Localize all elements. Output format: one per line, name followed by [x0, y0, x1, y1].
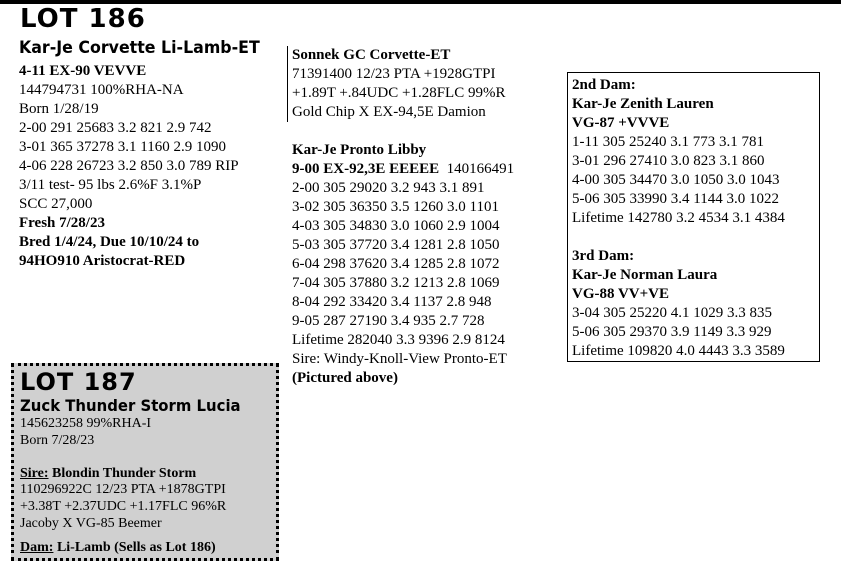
record-line: 9-05 287 27190 3.4 935 2.7 728 — [292, 313, 485, 329]
sire-line: +1.89T +.84UDC +1.28FLC 99%R — [292, 85, 506, 101]
born-date: Born 7/28/23 — [20, 432, 95, 448]
record-line: 4-06 228 26723 3.2 850 3.0 789 RIP — [19, 158, 239, 174]
lot-187-sire-name: Blondin Thunder Storm — [48, 465, 197, 481]
record-line: 2-00 305 29020 3.2 943 3.1 891 — [292, 180, 485, 196]
sire-name: Sonnek GC Corvette-ET — [292, 47, 451, 63]
record-line: 5-06 305 29370 3.9 1149 3.3 929 — [572, 324, 772, 340]
record-line: 4-03 305 34830 3.0 1060 2.9 1004 — [292, 218, 500, 234]
record-line: 5-06 305 33990 3.4 1144 3.0 1022 — [572, 191, 779, 207]
record-line: 4-00 305 34470 3.0 1050 3.0 1043 — [572, 172, 780, 188]
bred-to-line: 94HO910 Aristocrat-RED — [19, 253, 186, 269]
record-line: 7-04 305 37880 3.2 1213 2.8 1069 — [292, 275, 500, 291]
dams-box — [567, 72, 820, 362]
registration: 144794731 100%RHA-NA — [19, 82, 184, 98]
spacer — [292, 122, 514, 141]
lot-187-sire-line — [20, 466, 226, 483]
sire-line: Jacoby X VG-85 Beemer — [20, 515, 162, 531]
lot-187-title: LOT 187 — [20, 368, 137, 396]
pedigree-column — [292, 46, 514, 388]
record-line: 8-04 292 33420 3.4 1137 2.8 948 — [292, 294, 492, 310]
dam-registration: 140166491 — [446, 161, 515, 177]
lifetime-line: Lifetime 109820 4.0 4443 3.3 3589 — [572, 343, 785, 359]
third-dam-name: Kar-Je Norman Laura — [572, 267, 718, 283]
dam-label: Dam: — [20, 540, 54, 556]
record-line: 3-02 305 36350 3.5 1260 3.0 1101 — [292, 199, 499, 215]
second-dam-classification: VG-87 +VVVE — [572, 115, 670, 131]
sire-label: Sire: — [20, 465, 49, 481]
lot-187-box — [11, 363, 279, 561]
third-dam-classification: VG-88 VV+VE — [572, 286, 670, 302]
pictured-note: (Pictured above) — [292, 370, 398, 386]
sire-divider — [287, 46, 288, 122]
lot-187-dam-text: Li-Lamb (Sells as Lot 186) — [53, 540, 216, 556]
spacer — [20, 532, 226, 540]
second-dam-name: Kar-Je Zenith Lauren — [572, 96, 714, 112]
third-dam-heading: 3rd Dam: — [572, 248, 635, 264]
lot-187-details — [20, 416, 226, 557]
second-dam-heading: 2nd Dam: — [572, 77, 636, 93]
registration: 145623258 99%RHA-I — [20, 416, 152, 431]
scc-line: SCC 27,000 — [19, 196, 93, 212]
lifetime-line: Lifetime 282040 3.3 9396 2.9 8124 — [292, 332, 505, 348]
record-line: 3-04 305 25220 4.1 1029 3.3 835 — [572, 305, 772, 321]
record-line: 3-01 365 37278 3.1 1160 2.9 1090 — [19, 139, 226, 155]
record-line: 6-04 298 37620 3.4 1285 2.8 1072 — [292, 256, 500, 272]
spacer — [20, 449, 226, 466]
record-line: 2-00 291 25683 3.2 821 2.9 742 — [19, 120, 212, 136]
lot-186-animal-name: Kar-Je Corvette Li-Lamb-ET — [19, 38, 260, 58]
dam-classification-line — [292, 160, 514, 179]
lot-187-dam-line — [20, 540, 226, 557]
test-line: 3/11 test- 95 lbs 2.6%F 3.1%P — [19, 177, 202, 193]
spacer — [572, 228, 785, 247]
dam-sire-line: Sire: Windy-Knoll-View Pronto-ET — [292, 351, 507, 367]
dams-content — [572, 76, 785, 361]
record-line: 1-11 305 25240 3.1 773 3.1 781 — [572, 134, 764, 150]
dam-name: Kar-Je Pronto Libby — [292, 142, 427, 158]
record-line: 3-01 296 27410 3.0 823 3.1 860 — [572, 153, 765, 169]
born-date: Born 1/28/19 — [19, 101, 99, 117]
fresh-date: Fresh 7/28/23 — [19, 215, 105, 231]
lot-186-details — [19, 62, 239, 271]
sire-line: +3.38T +2.37UDC +1.17FLC 96%R — [20, 498, 227, 514]
lot-187-animal-name: Zuck Thunder Storm Lucia — [20, 396, 241, 415]
lot-186-title: LOT 186 — [20, 4, 146, 34]
sire-line: Gold Chip X EX-94,5E Damion — [292, 104, 486, 120]
bred-line: Bred 1/4/24, Due 10/10/24 to — [19, 234, 200, 250]
dam-classification: 9-00 EX-92,3E EEEEE — [292, 161, 440, 177]
record-line: 5-03 305 37720 3.4 1281 2.8 1050 — [292, 237, 500, 253]
sire-line: 71391400 12/23 PTA +1928GTPI — [292, 66, 496, 82]
sire-line: 110296922C 12/23 PTA +1878GTPI — [20, 482, 226, 498]
classification: 4-11 EX-90 VEVVE — [19, 63, 147, 79]
lifetime-line: Lifetime 142780 3.2 4534 3.1 4384 — [572, 210, 785, 226]
